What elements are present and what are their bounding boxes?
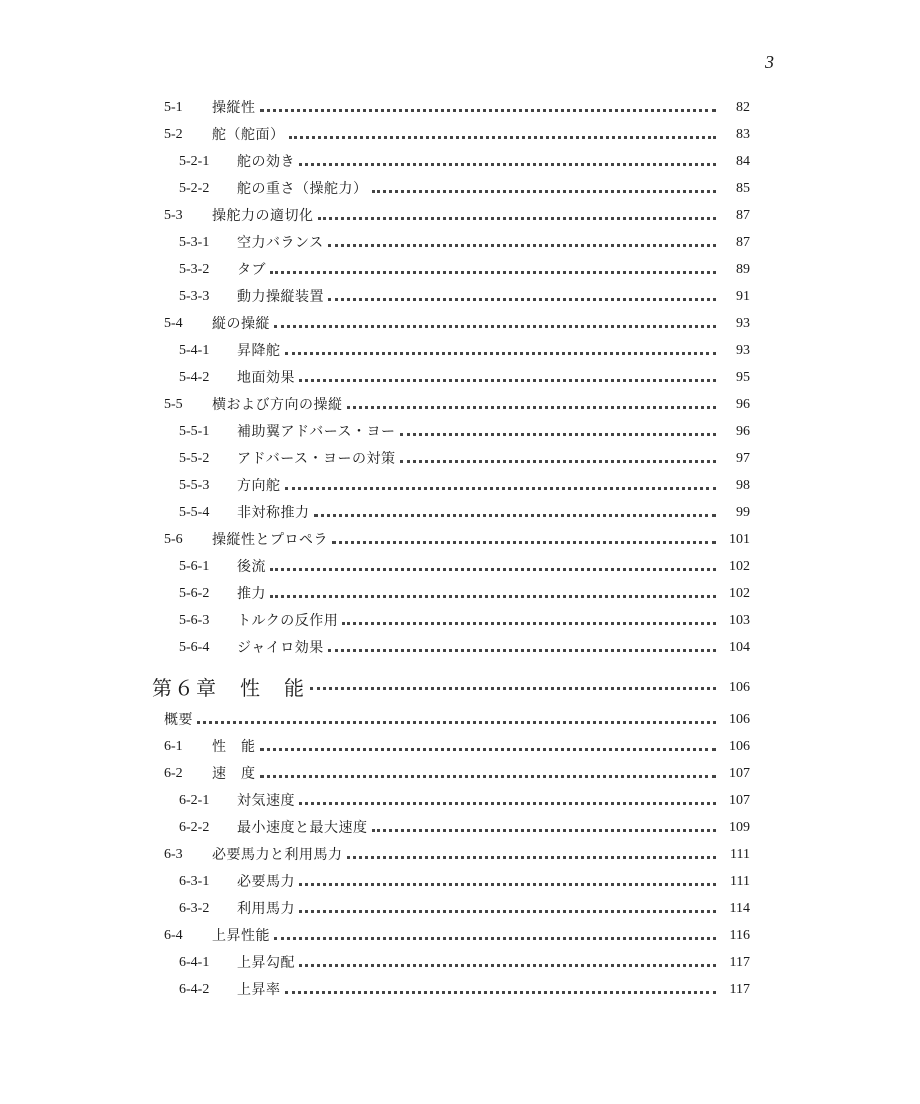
dot-leader [372,190,717,193]
section-title: 操縦性 [212,100,256,116]
page-ref: 91 [736,289,750,304]
dot-leader [270,271,716,274]
page-ref: 104 [729,640,750,655]
section-number: 5-5-3 [179,478,210,493]
page-ref: 106 [729,739,750,754]
section-title: 横および方向の操縦 [212,397,343,413]
section-title: 必要馬力と利用馬力 [212,847,343,863]
page-ref: 87 [736,235,750,250]
toc-entry [179,895,750,919]
page-ref: 102 [729,586,750,601]
section-title: 方向舵 [237,478,281,494]
toc-entry [179,553,750,577]
section-number: 5-2-2 [179,181,210,196]
toc-entry [179,580,750,604]
section-title: 上昇率 [237,982,281,998]
section-number: 5-6 [164,532,183,547]
page-ref: 84 [736,154,750,169]
dot-leader [328,649,716,652]
page-ref: 93 [736,316,750,331]
toc-entry [164,94,750,118]
toc-entry [164,310,750,334]
section-number: 5-6-3 [179,613,210,628]
dot-leader [328,244,716,247]
section-title: 概要 [164,712,193,728]
section-title: トルクの反作用 [237,613,339,629]
dot-leader [260,109,717,112]
dot-leader [332,541,716,544]
section-number: 5-6-2 [179,586,210,601]
page-ref: 107 [729,766,750,781]
section-number: 5-3 [164,208,183,223]
page-ref: 103 [729,613,750,628]
dot-leader [299,163,716,166]
page-ref: 99 [736,505,750,520]
chapter-title: 第６章 性 能 [152,676,306,700]
dot-leader [400,460,716,463]
section-number: 5-3-1 [179,235,210,250]
toc-entry [179,229,750,253]
section-title: タブ [237,262,266,278]
dot-leader [299,379,716,382]
section-number: 5-3-2 [179,262,210,277]
section-number: 6-4-2 [179,982,210,997]
dot-leader [197,721,716,724]
section-title: 性 能 [212,739,256,755]
page-ref: 111 [730,847,750,862]
section-number: 6-2 [164,766,183,781]
toc-entry [164,202,750,226]
toc-entry [164,526,750,550]
section-number: 6-2-2 [179,820,210,835]
toc-entry [164,121,750,145]
toc-entry [179,814,750,838]
section-number: 5-5 [164,397,183,412]
dot-leader [299,883,716,886]
toc-entry [164,391,750,415]
section-title: アドバース・ヨーの対策 [237,451,396,467]
dot-leader [285,352,717,355]
section-number: 6-4 [164,928,183,943]
section-number: 5-5-2 [179,451,210,466]
toc-entry [164,733,750,757]
section-title: 舵の効き [237,154,295,170]
dot-leader [299,964,716,967]
dot-leader [274,937,716,940]
dot-leader [260,748,717,751]
dot-leader [328,298,716,301]
section-title: 必要馬力 [237,874,295,890]
section-number: 6-3-1 [179,874,210,889]
dot-leader [372,829,717,832]
section-number: 6-2-1 [179,793,210,808]
section-title: 速 度 [212,766,256,782]
toc-entry [179,256,750,280]
section-title: 地面効果 [237,370,295,386]
section-number: 6-4-1 [179,955,210,970]
toc-entry [179,148,750,172]
toc-entry [164,922,750,946]
page-ref: 116 [729,928,750,943]
dot-leader [274,325,716,328]
section-title: 操舵力の適切化 [212,208,314,224]
section-number: 6-3-2 [179,901,210,916]
section-title: 推力 [237,586,266,602]
toc-entry [179,472,750,496]
section-title: 最小速度と最大速度 [237,820,368,836]
toc-entry [179,634,750,658]
section-number: 5-4 [164,316,183,331]
dot-leader [314,514,717,517]
toc-entry [179,607,750,631]
toc-entry [179,499,750,523]
dot-leader [270,568,716,571]
page-ref: 97 [736,451,750,466]
section-title: 補助翼アドバース・ヨー [237,424,396,440]
page-ref: 82 [736,100,750,115]
section-title: 利用馬力 [237,901,295,917]
page-ref: 109 [729,820,750,835]
dot-leader [285,487,717,490]
section-title: 舵の重さ（操舵力） [237,181,368,197]
toc-entry [179,364,750,388]
dot-leader [342,622,716,625]
dot-leader [289,136,717,139]
dot-leader [299,802,716,805]
toc-entry [179,787,750,811]
section-number: 5-5-1 [179,424,210,439]
page-ref: 106 [729,712,750,727]
page-ref: 98 [736,478,750,493]
section-title: 昇降舵 [237,343,281,359]
toc-entry [179,445,750,469]
section-number: 5-4-1 [179,343,210,358]
page-ref: 85 [736,181,750,196]
chapter-heading-row [152,668,750,698]
dot-leader [347,406,717,409]
dot-leader [400,433,716,436]
page-ref: 83 [736,127,750,142]
page-ref: 89 [736,262,750,277]
toc-entry [179,283,750,307]
section-number: 5-6-4 [179,640,210,655]
toc-entry [179,337,750,361]
page-ref: 106 [729,680,750,695]
page-ref: 96 [736,424,750,439]
section-title: 舵（舵面） [212,127,285,143]
page-ref: 93 [736,343,750,358]
dot-leader [260,775,717,778]
page-ref: 87 [736,208,750,223]
page-ref: 96 [736,397,750,412]
section-number: 5-5-4 [179,505,210,520]
page-ref: 117 [729,955,750,970]
dot-leader [318,217,717,220]
section-title: 後流 [237,559,266,575]
toc-entry [179,418,750,442]
page-ref: 102 [729,559,750,574]
page-ref: 101 [729,532,750,547]
page-ref: 111 [730,874,750,889]
toc-entry [179,976,750,1000]
page-ref: 114 [729,901,750,916]
section-number: 5-3-3 [179,289,210,304]
section-title: 操縦性とプロペラ [212,532,328,548]
section-title: 上昇勾配 [237,955,295,971]
section-number: 5-4-2 [179,370,210,385]
section-number: 5-2-1 [179,154,210,169]
section-title: 対気速度 [237,793,295,809]
toc-entry [179,949,750,973]
dot-leader [270,595,716,598]
dot-leader [347,856,717,859]
section-number: 5-1 [164,100,183,115]
section-number: 6-1 [164,739,183,754]
toc-entry [179,175,750,199]
section-number: 5-2 [164,127,183,142]
page-number: 3 [765,52,774,72]
toc-entry [164,760,750,784]
dot-leader [299,910,716,913]
section-title: 非対称推力 [237,505,310,521]
toc-entry [164,706,750,730]
section-title: 上昇性能 [212,928,270,944]
section-number: 5-6-1 [179,559,210,574]
dot-leader [310,687,716,690]
section-title: 空力バランス [237,235,324,251]
section-title: 縦の操縦 [212,316,270,332]
section-title: ジャイロ効果 [237,640,324,656]
page-ref: 107 [729,793,750,808]
section-number: 6-3 [164,847,183,862]
toc-entry [179,868,750,892]
page-ref: 117 [729,982,750,997]
page-ref: 95 [736,370,750,385]
section-title: 動力操縦装置 [237,289,324,305]
dot-leader [285,991,717,994]
toc-entry [164,841,750,865]
